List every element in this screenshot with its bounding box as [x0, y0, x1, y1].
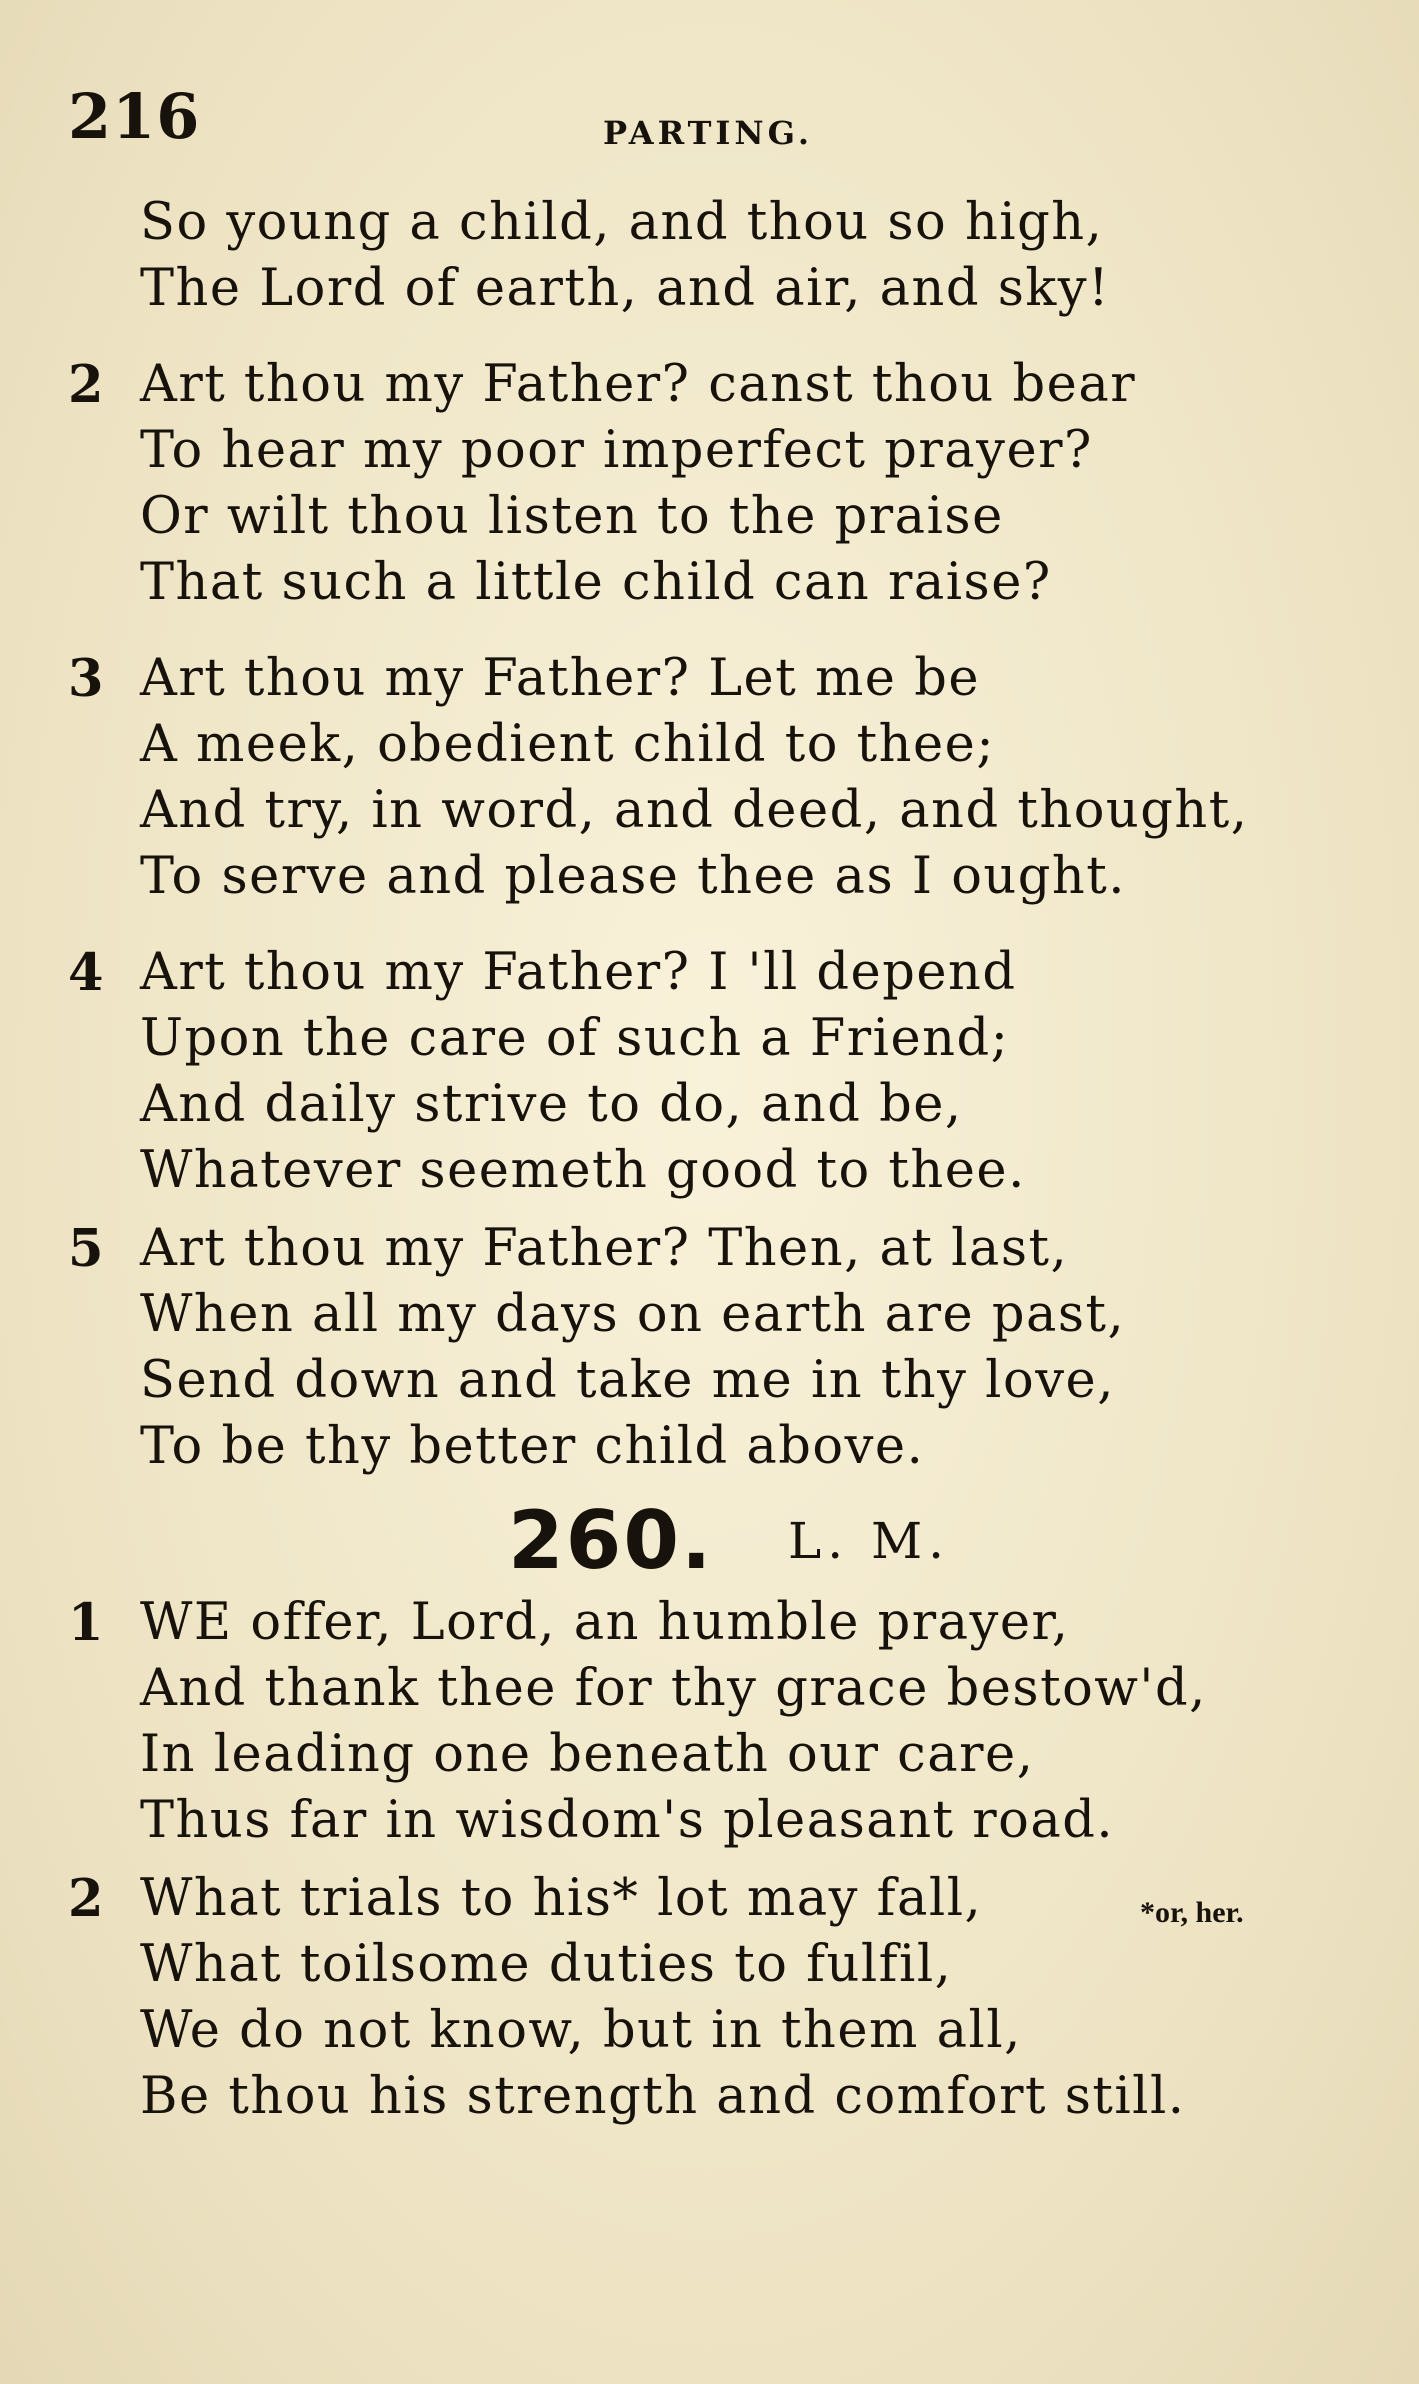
verse-line: A meek, obedient child to thee; [140, 715, 996, 774]
running-head: PARTING. [603, 114, 813, 152]
verse-line: 1 WE offer, Lord, an humble prayer, [68, 1590, 1388, 1656]
stanza [68, 352, 1388, 616]
page-content [68, 190, 1388, 2160]
stanza-number: 2 [68, 355, 105, 415]
verse-line: Or wilt thou listen to the praise [140, 487, 1004, 546]
verse-line: The Lord of earth, and air, and sky! [140, 259, 1111, 318]
verse-line: And try, in word, and deed, and thought, [140, 781, 1249, 840]
page-header [68, 80, 1348, 160]
stanza [68, 1216, 1388, 1480]
hymn-meter: L. M. [788, 1512, 951, 1570]
page-number: 216 [68, 80, 201, 153]
verse-line: Whatever seemeth good to thee. [140, 1141, 1026, 1200]
stanza-number: 1 [68, 1593, 105, 1653]
verse-line: 5 Art thou my Father? Then, at last, [68, 1216, 1388, 1282]
stanza [68, 940, 1388, 1204]
verse-line: To hear my poor imperfect prayer? [140, 421, 1093, 480]
verse-line: 3 Art thou my Father? Let me be [68, 646, 1388, 712]
verse-line: In leading one beneath our care, [140, 1725, 1035, 1784]
stanza-number: 5 [68, 1219, 105, 1279]
verse-line: Be thou his strength and comfort still. [140, 2067, 1186, 2126]
footnote: *or, her. [1140, 1896, 1244, 1929]
stanza-number: 3 [68, 649, 105, 709]
verse-line: Thus far in wisdom's pleasant road. [140, 1791, 1115, 1850]
stanza [68, 646, 1388, 910]
verse-line: That such a little child can raise? [140, 553, 1052, 612]
verse-line: 4 Art thou my Father? I 'll depend [68, 940, 1388, 1006]
verse-line: When all my days on earth are past, [140, 1285, 1126, 1344]
verse-line: What toilsome duties to fulfil, [140, 1935, 953, 1994]
verse-line: 2 What trials to his* lot may fall, [68, 1866, 1388, 1932]
verse-line: We do not know, but in them all, [140, 2001, 1022, 2060]
verse-line: 2 Art thou my Father? canst thou bear [68, 352, 1388, 418]
stanza-continuation [68, 190, 1388, 322]
verse-line: And thank thee for thy grace bestow'd, [140, 1659, 1207, 1718]
stanza-number: 4 [68, 943, 105, 1003]
verse-line: To serve and please thee as I ought. [140, 847, 1126, 906]
verse-line: And daily strive to do, and be, [140, 1075, 963, 1134]
verse-line: Upon the care of such a Friend; [140, 1009, 1010, 1068]
hymn-number: 260. [508, 1494, 714, 1587]
stanza-number: 2 [68, 1869, 105, 1929]
verse-line: To be thy better child above. [140, 1417, 925, 1476]
stanza [68, 1590, 1388, 1854]
verse-line: So young a child, and thou so high, [140, 193, 1104, 252]
hymn-heading [68, 1494, 1388, 1587]
verse-line: Send down and take me in thy love, [140, 1351, 1115, 1410]
